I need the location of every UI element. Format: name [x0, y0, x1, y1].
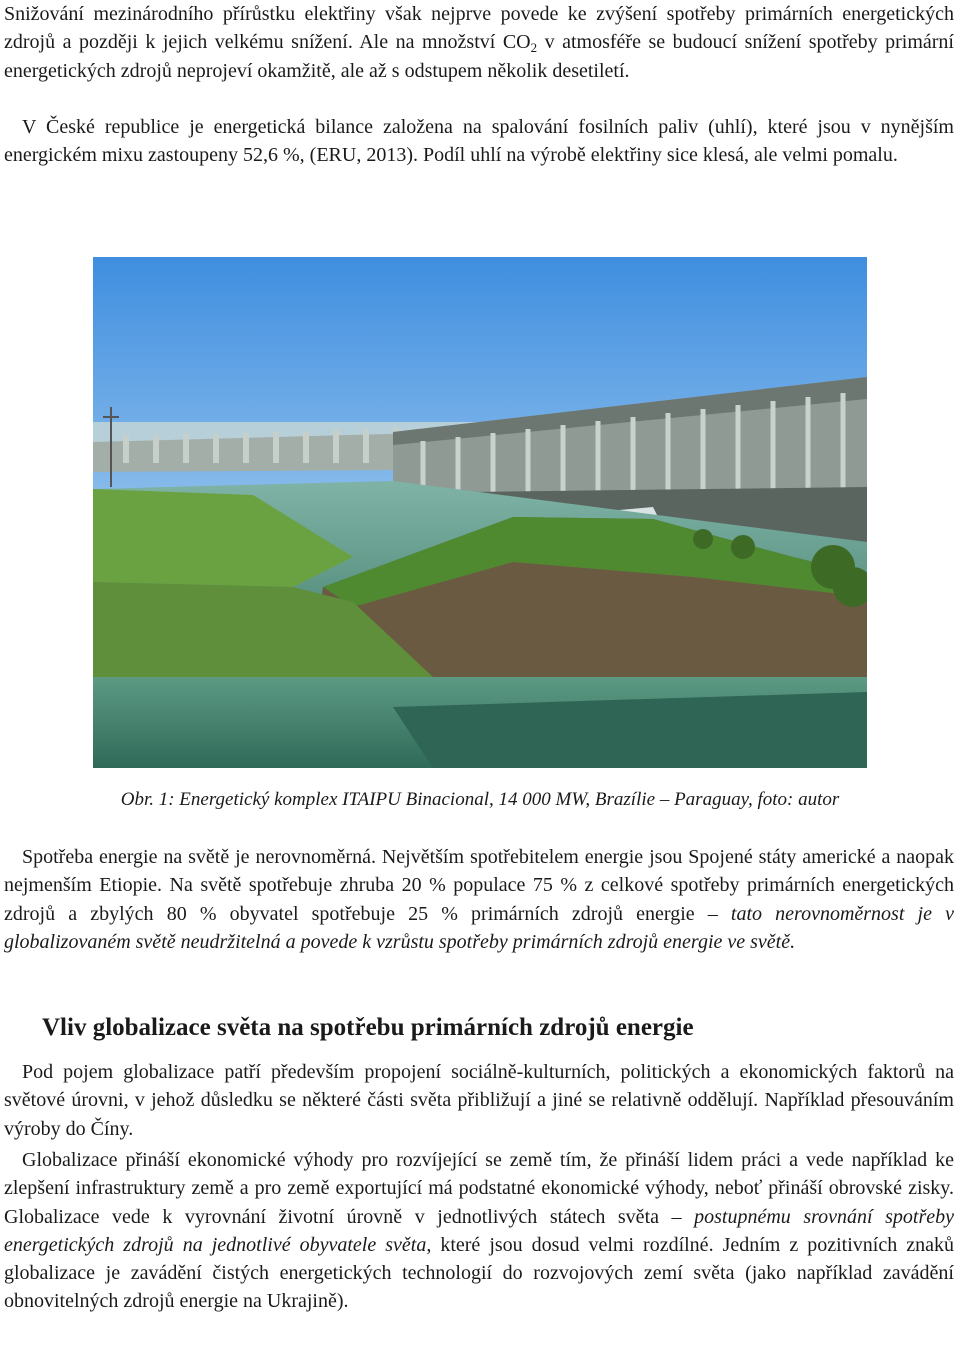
paragraph-world-consumption: Spotřeba energie na světě je nerovnoměrná. Největším spotřebitelem energie jsou Spojené státy americké a naopak nejmenším Etiopie. Na světě spotřebuje zhruba 20 % populace 75 % z celkové spotřeby primárních energetických zdrojů a zbylých 80 % obyvatel spotřebuje 25 % primárních zdrojů energie – tato nerovnoměrnost je v globalizovaném světě neudržitelná a povede k vzrůstu spotřeby primárních zdrojů energie ve světě.	[4, 846, 954, 953]
section-heading: Vliv globalizace světa na spotřebu primárních zdrojů energie	[42, 1014, 694, 1041]
paragraph-czech-energy: V České republice je energetická bilance založena na spalování fosilních paliv (uhlí), které jsou v nynějším energickém mixu zastoupeny 52,6 %, (ERU, 2013). Podíl uhlí na výrobě elektřiny sice klesá, ale velmi pomalu.	[4, 116, 954, 167]
italic-emphasis: postupnému srovnání spotřeby energetických zdrojů na jednotlivé obyvatele světa	[4, 1205, 955, 1256]
paragraph-globalization-definition: Pod pojem globalizace patří především propojení sociálně-kulturních, politických a ekonomických faktorů na světové úrovni, v jehož důsledku se některé části světa přibližují a jiné se relativně oddělují. Například přesouváním výroby do Číny.	[4, 1061, 954, 1140]
paragraph-intro: Snižování mezinárodního přírůstku elektřiny však nejprve povede ke zvýšení spotřeby primárních energetických zdrojů a později k jejich velkému snížení. Ale na množství $CO_2$ v atmosféře se budoucí snížení spotřeby primární energetických zdrojů neprojeví okamžitě, ale až s odstupem několik desetiletí.	[4, 3, 954, 82]
italic-emphasis: tato nerovnoměrnost je v globalizovaném světě neudržitelná a povede k vzrůstu spotřeby primárních zdrojů energie ve světě.	[4, 902, 954, 953]
figure-caption: Obr. 1: Energetický komplex ITAIPU Binacional, 14 000 MW, Brazílie – Paraguay, foto: autor	[120, 789, 840, 810]
paragraph-globalization-benefits: Globalizace přináší ekonomické výhody pro rozvíjející se země tím, že přináší lidem práci a vede například ke zlepšení infrastruktury země a pro země exportující má podstatné ekonomické výhody, neboť přináší obrovské zisky. Globalizace vede k vyrovnání životní úrovně v jednotlivých státech světa – postupnému srovnání spotřeby energetických zdrojů na jednotlivé obyvatele světa, které jsou dosud velmi rozdílné. Jedním z pozitivních znaků globalizace je zavádění čistých energetických technologií do rozvojových zemí světa (jako například zavádění obnovitelných zdrojů energie na Ukrajině).	[4, 1149, 955, 1313]
photo-itaipu-dam	[93, 257, 867, 768]
photo-illustration	[93, 257, 867, 768]
subscript-2: 2	[530, 40, 538, 56]
